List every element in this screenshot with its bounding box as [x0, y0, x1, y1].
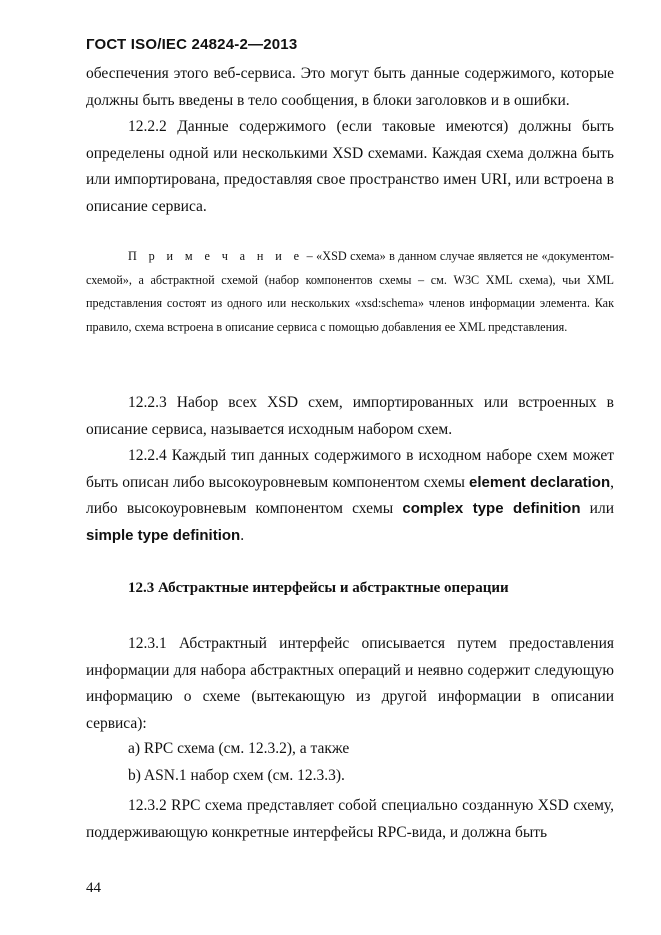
section-heading-12-3: 12.3 Абстрактные интерфейсы и абстрактные операции: [128, 580, 509, 596]
p1224-text-4: .: [240, 526, 245, 544]
term-element-declaration: element declaration: [469, 473, 611, 491]
term-complex-type-definition: complex type definition: [402, 500, 581, 517]
paragraph-12-3-2: 12.3.2 RPC схема представляет собой специально созданную XSD схему, поддерживающую конкретные интерфейсы RPC-вида, и должна быть: [86, 797, 614, 841]
note-label: П р и м е ч а н и е: [128, 249, 304, 263]
paragraph-intro: обеспечения этого веб-сервиса. Это могут быть данные содержимого, которые должны быть введены в тело сообщения, в блоки заголовков и в ошибки.: [86, 65, 614, 109]
p1224-text-3: или: [580, 500, 614, 517]
note-text: – «XSD схема» в данном случае является не «документом-схемой», а абстрактной схемой (набор компонентов схемы – см. W3C XML схема), чьи XML представления состоят из одного или нескольких «xsd:schema» членов информации элемента. Как правило, схема встроена в описание сервиса с помощью добавления ее XML представления.: [86, 249, 614, 334]
p1224-text-1: 12.2.4 Каждый тип данных содержимого в исходном наборе схем может быть описан либо высокоуровневым компонентом схемы: [86, 447, 614, 491]
list-item-b: b) ASN.1 набор схем (см. 12.3.3).: [128, 767, 345, 784]
paragraph-12-2-3: 12.2.3 Набор всех XSD схем, импортированных или встроенных в описание сервиса, называется исходным набором схем.: [86, 394, 614, 438]
term-simple-type-definition: simple type definition: [86, 526, 241, 544]
list-item-a: а) RPC схема (см. 12.3.2), а также: [128, 740, 350, 757]
note-block: [86, 245, 614, 339]
paragraph-12-2-2: 12.2.2 Данные содержимого (если таковые имеются) должны быть определены одной или несколькими XSD схемами. Каждая схема должна быть или импортирована, предоставляя свое пространство имен URI, или встроена в описание сервиса.: [86, 118, 614, 215]
paragraph-12-2-4: [86, 443, 614, 549]
p1224-text-2: , либо высокоуровневым компонентом схемы: [86, 473, 614, 517]
page-number: 44: [86, 880, 101, 896]
paragraph-12-3-1: 12.3.1 Абстрактный интерфейс описывается путем предоставления информации для набора абстрактных операций и неявно содержит следующую информацию о схеме (вытекающую из другой информации в описании сервиса):: [86, 635, 614, 732]
document-header: ГОСТ ISO/IEC 24824-2—2013: [86, 36, 298, 53]
